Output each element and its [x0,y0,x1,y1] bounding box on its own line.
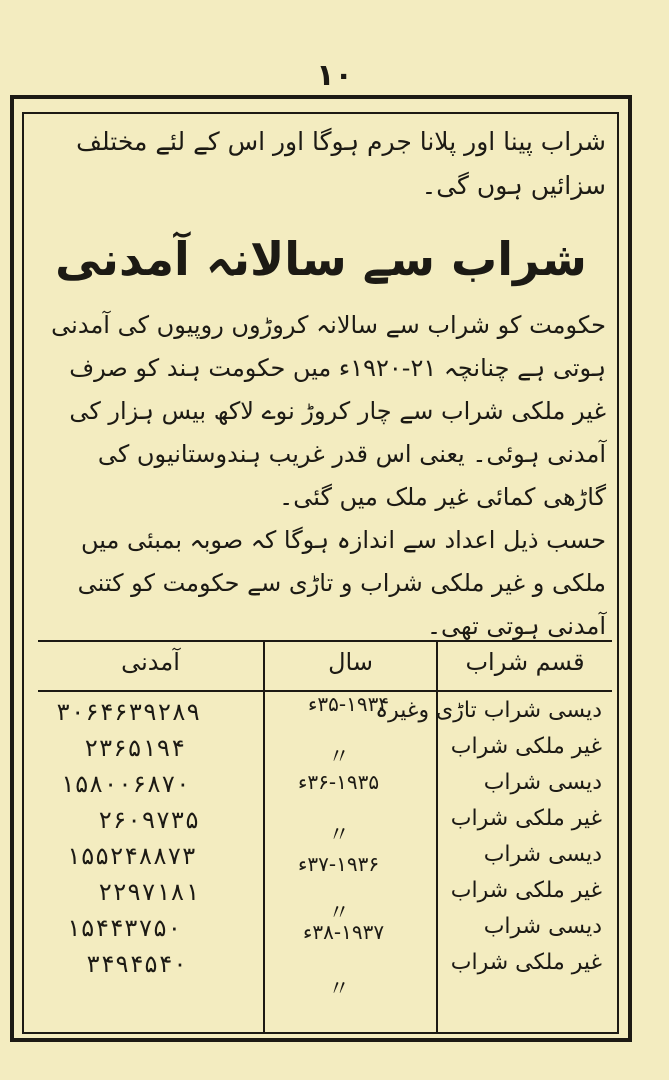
table-cell-type: دیسی شراب [483,770,602,795]
table-cell-year: 〃 [328,745,351,770]
section-heading: شراب سے سالانہ آمدنی [55,232,587,286]
table-cell-type: غیر ملکی شراب [450,878,602,903]
table-cell-year: ۳۶-۱۹۳۵ء [298,770,380,794]
intro-paragraph: شراب پینا اور پلانا جرم ہوگا اور اس کے لئے مختلف سزائیں ہوں گی۔ [76,127,606,200]
page-number: ۱۰ [316,58,353,93]
header-type: قسم شراب [465,648,585,676]
text-block [36,120,606,648]
table-cell-type: دیسی شراب تاڑی وغیرہ [375,698,602,723]
revenue-table [38,640,612,1032]
table-cell-year: ۳۸-۱۹۳۷ء [303,920,385,944]
table-cell-income: ۲۳۶۵۱۹۴ [84,734,186,762]
table-cell-year: ۳۵-۱۹۳۴ء [308,692,390,716]
header-year: سال [328,648,373,676]
table-cell-type: دیسی شراب [483,914,602,939]
table-cell-income: ۲۲۹۷۱۸۱ [98,878,200,906]
table-cell-income: ۱۵۴۴۳۷۵۰ [66,914,182,942]
table-cell-year: ۳۷-۱۹۳۶ء [298,852,380,876]
table-cell-type: غیر ملکی شراب [450,734,602,759]
table-cell-type: غیر ملکی شراب [450,950,602,975]
table-cell-year: 〃 [328,823,351,848]
table-cell-income: ۲۶۰۹۷۳۵ [98,806,200,834]
table-cell-income: ۱۵۵۲۴۸۸۷۳ [66,842,197,870]
table-cell-type: غیر ملکی شراب [450,806,602,831]
table-cell-income: ۳۴۹۴۵۴۰ [86,950,188,978]
table-cell-year: 〃 [328,977,351,1002]
body-paragraph: حکومت کو شراب سے سالانہ کروڑوں روپیوں کی آمدنی ہوتی ہے چنانچہ ۲۱-۱۹۲۰ء میں حکومت ہند کو صرف غیر ملکی شراب سے چار کروڑ نوے لاکھ بیس ہزار کی آمدنی ہوئی۔ یعنی اس قدر غریب ہندوستانیوں کی گاڑھی کمائی غیر ملک میں گئی۔ [51,311,606,511]
table-cell-year: 〃 [328,901,351,926]
table-cell-income: ۱۵۸۰۰۶۸۷۰ [60,770,191,798]
column-divider [263,642,265,1032]
closing-paragraph: حسب ذیل اعداد سے اندازہ ہوگا کہ صوبہ بمبئی میں ملکی و غیر ملکی شراب و تاڑی سے حکومت کو کتنی آمدنی ہوتی تھی۔ [77,526,606,640]
table-cell-income: ۳۰۶۴۶۳۹۲۸۹ [56,698,201,726]
header-income: آمدنی [121,648,180,676]
table-cell-type: دیسی شراب [483,842,602,867]
